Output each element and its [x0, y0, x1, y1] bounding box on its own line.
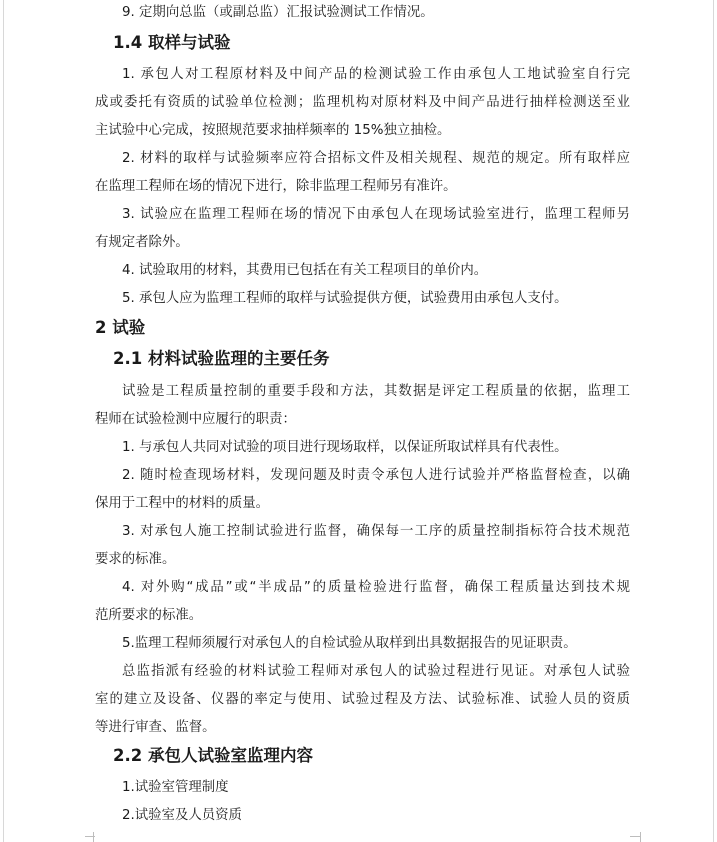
paragraph-line: 试验是工程质量控制的重要手段和方法，其数据是评定工程质量的依据，监理工 — [122, 384, 630, 399]
paragraph-line: 有规定者除外。 — [95, 235, 189, 250]
list-item: 2.试验室及人员资质 — [122, 808, 242, 823]
paragraph-line: 2. 材料的取样与试验频率应符合招标文件及相关规程、规范的规定。所有取样应 — [122, 151, 630, 166]
paragraph-line: 室的建立及设备、仪器的率定与使用、试验过程及方法、试验标准、试验人员的资质 — [95, 692, 630, 707]
paragraph-line: 保用于工程中的材料的质量。 — [95, 496, 270, 511]
paragraph-line: 2. 随时检查现场材料，发现问题及时责令承包人进行试验并严格监督检查，以确 — [122, 468, 630, 483]
paragraph-line: 要求的标准。 — [95, 552, 176, 567]
chapter-heading: 2 试验 — [95, 318, 146, 337]
paragraph-line: 4. 对外购“成品”或“半成品”的质量检验进行监督，确保工程质量达到技术规 — [122, 580, 630, 595]
paragraph-line: 总监指派有经验的材料试验工程师对承包人的试验过程进行见证。对承包人试验 — [122, 664, 630, 679]
section-heading: 1.4 取样与试验 — [113, 33, 231, 52]
list-item: 9. 定期向总监（或副总监）汇报试验测试工作情况。 — [122, 5, 434, 20]
margin-mark-bottom-right-h — [630, 836, 640, 838]
paragraph-line: 1. 与承包人共同对试验的项目进行现场取样，以保证所取试样具有代表性。 — [122, 440, 568, 455]
page-border-left — [3, 0, 4, 842]
paragraph-line: 1. 承包人对工程原材料及中间产品的检测试验工作由承包人工地试验室自行完 — [122, 67, 630, 82]
paragraph-line: 主试验中心完成，按照规范要求抽样频率的 15%独立抽检。 — [95, 123, 451, 138]
paragraph-line: 5. 承包人应为监理工程师的取样与试验提供方便，试验费用由承包人支付。 — [122, 291, 568, 306]
paragraph-line: 成或委托有资质的试验单位检测；监理机构对原材料及中间产品进行抽样检测送至业 — [95, 95, 630, 110]
paragraph-line: 3. 对承包人施工控制试验进行监督，确保每一工序的质量控制指标符合技术规范 — [122, 524, 630, 539]
margin-mark-bottom-left-h — [85, 836, 95, 838]
section-heading: 2.2 承包人试验室监理内容 — [113, 746, 313, 765]
paragraph-line: 等进行审查、监督。 — [95, 720, 216, 735]
page-border-right — [713, 0, 714, 842]
paragraph-line: 范所要求的标准。 — [95, 608, 203, 623]
paragraph-line: 4. 试验取用的材料，其费用已包括在有关工程项目的单价内。 — [122, 263, 488, 278]
paragraph-line: 5.监理工程师须履行对承包人的自检试验从取样到出具数据报告的见证职责。 — [122, 636, 577, 651]
paragraph-line: 3. 试验应在监理工程师在场的情况下由承包人在现场试验室进行，监理工程师另 — [122, 207, 630, 222]
paragraph-line: 在监理工程师在场的情况下进行，除非监理工程师另有准许。 — [95, 179, 457, 194]
section-heading: 2.1 材料试验监理的主要任务 — [113, 349, 330, 368]
paragraph-line: 程师在试验检测中应履行的职责： — [95, 412, 296, 427]
list-item: 1.试验室管理制度 — [122, 780, 229, 795]
margin-mark-bottom-right — [640, 832, 649, 842]
